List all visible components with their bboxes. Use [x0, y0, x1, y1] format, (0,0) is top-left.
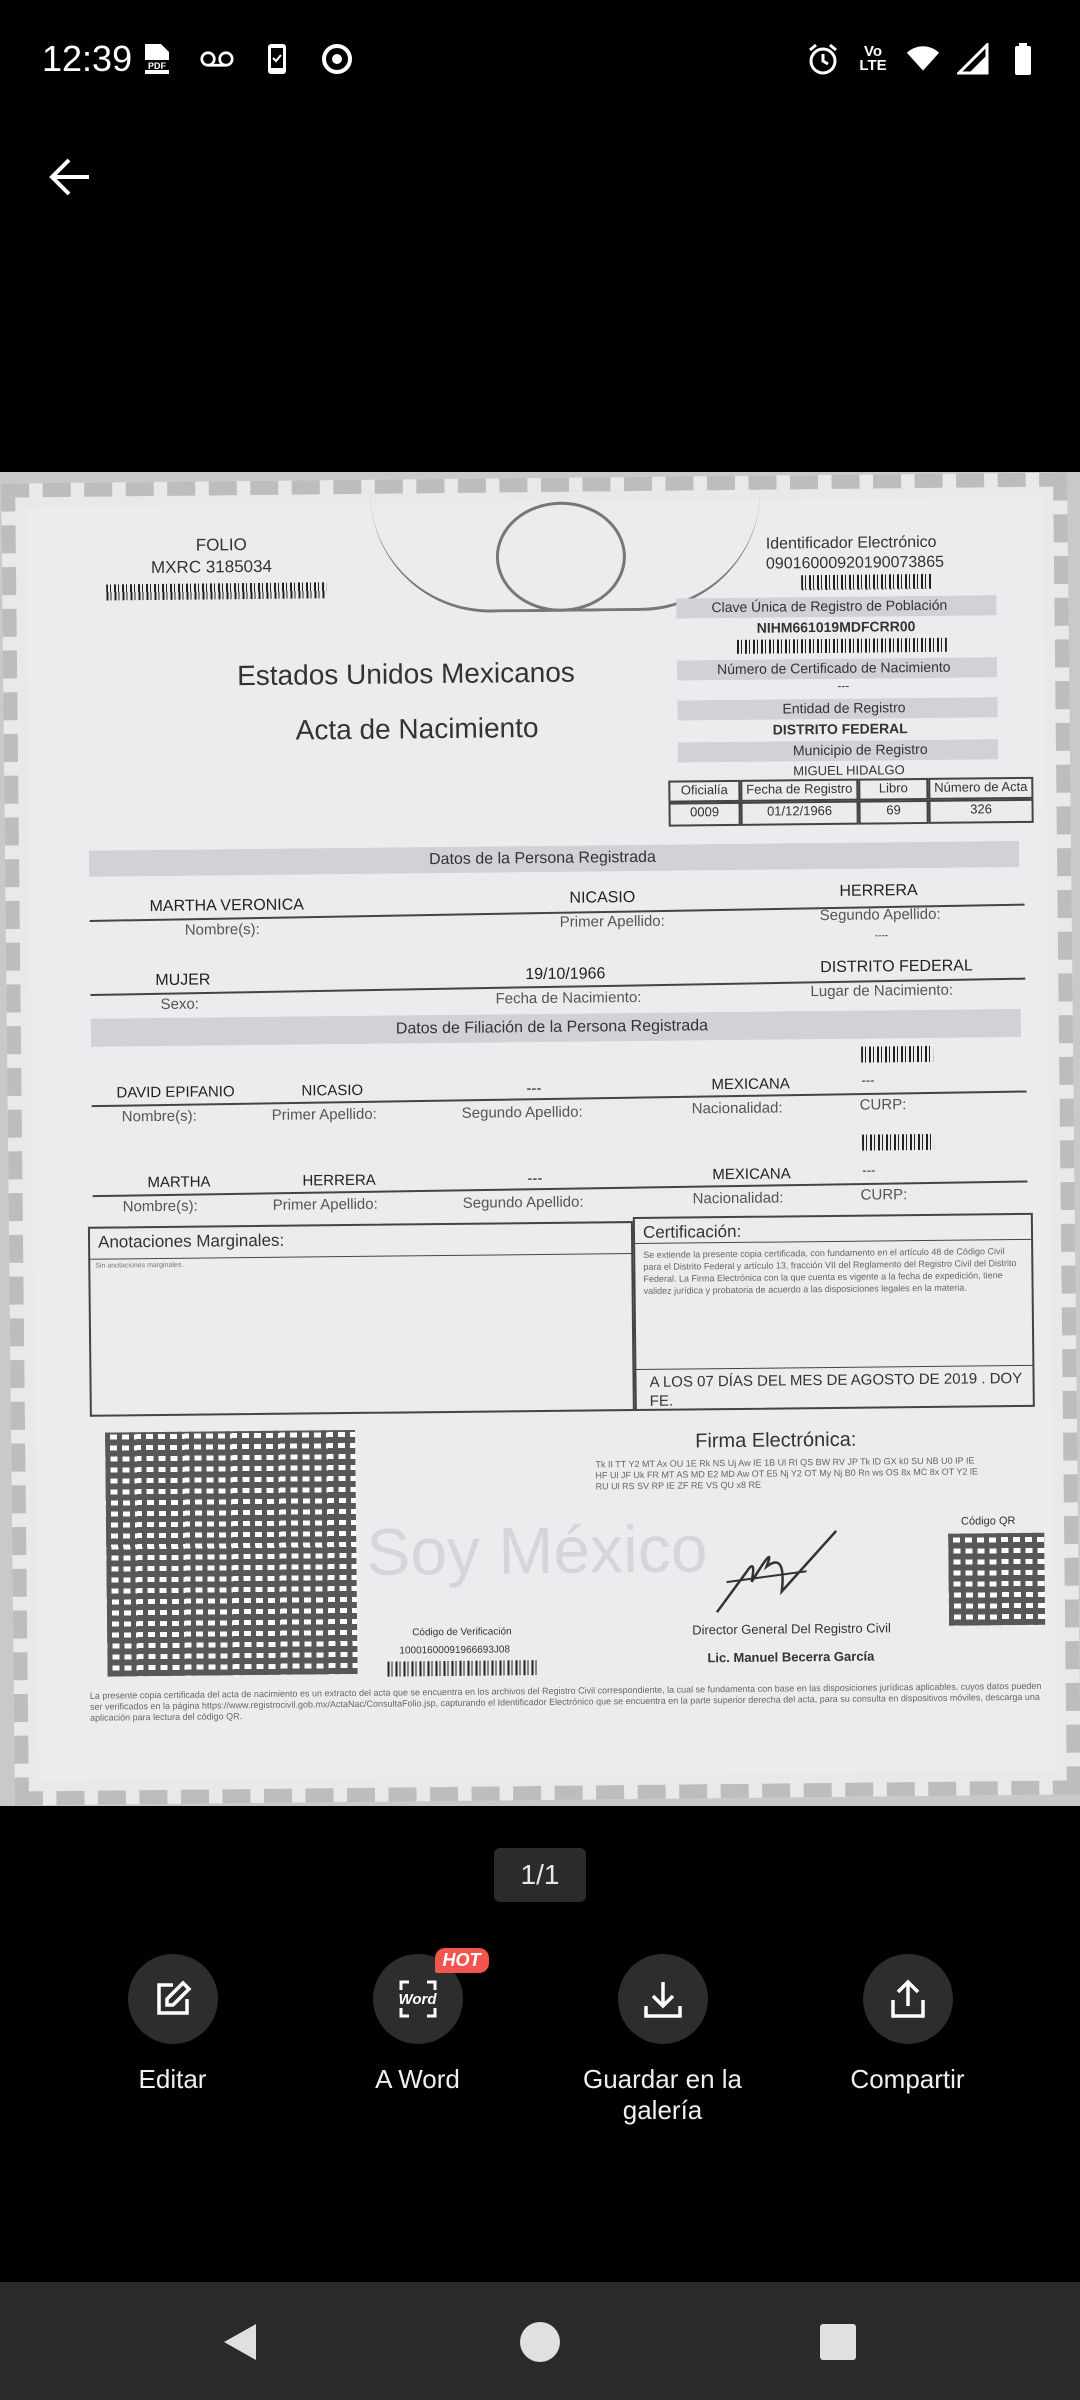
director-name: Lic. Manuel Becerra García — [707, 1648, 875, 1666]
mother-nationality: MEXICANA — [712, 1165, 791, 1184]
father-names: DAVID EPIFANIO — [116, 1083, 235, 1102]
share-label: Compartir — [850, 2064, 965, 2094]
folio-label: FOLIO — [195, 535, 247, 555]
download-icon[interactable] — [618, 1954, 708, 2044]
system-icons — [806, 42, 1040, 76]
pdf-icon — [140, 42, 174, 76]
table-header-fecha: Fecha de Registro — [740, 779, 858, 802]
share-button[interactable] — [785, 1954, 1030, 2095]
annotations-label: Anotaciones Marginales: — [97, 1230, 285, 1252]
father-first-surname-label: Primer Apellido: — [271, 1105, 377, 1124]
father-first-surname: NICASIO — [301, 1081, 364, 1100]
verification-value: 10001600091966693J08 — [399, 1644, 511, 1657]
ident-barcode — [801, 574, 931, 590]
table-header-acta: Número de Acta — [928, 777, 1033, 800]
wifi-icon — [906, 42, 940, 76]
edit-button[interactable] — [50, 1954, 295, 2095]
entity-label: Entidad de Registro — [782, 699, 906, 717]
system-nav-bar — [0, 2282, 1080, 2400]
mother-nationality-label: Nacionalidad: — [692, 1189, 784, 1208]
curp-barcode — [737, 638, 947, 654]
certification-text: Se extiende la presente copia certificada, con fundamento en el artículo 48 de Código Civil para el Distrito Federal y artículo 13, fracción VII del Reglamento del Registro Civil del Distrito Federal. La Firma Electrónica con la que cuenta es vigente a la fecha de expedición, tiene validez jurídica y probatoria de acuerdo a las disposiciones legales en la materia. — [643, 1246, 1017, 1296]
verification-barcode — [387, 1660, 537, 1677]
mother-first-surname-label: Primer Apellido: — [272, 1195, 378, 1214]
nav-back-icon — [220, 2320, 260, 2364]
curp-value: NIHM661019MDFCRR00 — [756, 618, 916, 636]
phone-check-icon — [260, 42, 294, 76]
table-value-acta: 326 — [928, 799, 1033, 824]
firma-label: Firma Electrónica: — [695, 1428, 857, 1453]
annotations-text: Sin anotaciones marginales. — [95, 1261, 184, 1270]
person-sex: MUJER — [155, 971, 211, 990]
voicemail-icon — [200, 42, 234, 76]
nav-recents-button[interactable] — [808, 2312, 868, 2372]
verification-label: Código de Verificación — [412, 1626, 512, 1639]
save-gallery-label: Guardar en la galería — [583, 2064, 742, 2125]
cert-number-label: Número de Certificado de Nacimiento — [717, 658, 951, 678]
mother-names: MARTHA — [147, 1173, 211, 1192]
share-icon[interactable] — [863, 1954, 953, 2044]
word-icon[interactable] — [373, 1950, 481, 2044]
director-title: Director General Del Registro Civil — [692, 1620, 891, 1638]
notification-icons — [140, 42, 354, 76]
back-arrow-icon — [47, 157, 91, 197]
father-curp: --- — [861, 1072, 875, 1088]
father-second-surname: --- — [526, 1079, 542, 1098]
edit-label: Editar — [138, 2064, 207, 2094]
section-registered: Datos de la Persona Registrada — [428, 848, 656, 869]
father-curp-label: CURP: — [859, 1096, 907, 1114]
main-qr-code — [105, 1430, 358, 1677]
alarm-icon — [806, 42, 840, 76]
folio-value: MXRC 3185034 — [150, 556, 273, 578]
father-barcode — [861, 1046, 933, 1063]
birth-certificate — [1, 472, 1080, 1805]
signature-icon — [706, 1511, 847, 1622]
table-header-libro: Libro — [858, 778, 928, 801]
doy-fe: A LOS 07 DÍAS DEL MES DE AGOSTO DE 2019 . DOY FE. — [649, 1369, 1023, 1410]
to-word-label: A Word — [375, 2064, 460, 2094]
table-value-libro: 69 — [858, 800, 928, 825]
battery-icon — [1006, 42, 1040, 76]
person-names: MARTHA VERONICA — [149, 896, 305, 916]
person-birth-place-label: Lugar de Nacimiento: — [810, 981, 954, 1001]
person-sex-label: Sexo: — [160, 995, 200, 1013]
father-second-surname-label: Segundo Apellido: — [461, 1103, 583, 1122]
page-indicator: 1/1 — [494, 1848, 586, 1902]
person-birth-date: 19/10/1966 — [525, 965, 606, 984]
country-title: Estados Unidos Mexicanos — [236, 656, 576, 692]
mother-curp-label: CURP: — [860, 1186, 908, 1204]
nav-recents-icon — [818, 2322, 858, 2362]
person-birth-place: DISTRITO FEDERAL — [820, 957, 973, 977]
municipio-value: MIGUEL HIDALGO — [793, 762, 905, 779]
folio-barcode — [106, 582, 326, 600]
action-bar — [0, 1950, 1080, 2134]
mother-curp: --- — [862, 1162, 876, 1178]
act-title: Acta de Nacimiento — [295, 712, 539, 746]
ident-label: Identificador Electrónico — [765, 533, 937, 553]
small-qr-code — [948, 1533, 1045, 1626]
word-icon-text: Word — [398, 1990, 437, 2008]
person-second-surname: HERRERA — [839, 882, 918, 900]
volte-icon: Vo LTE — [859, 43, 887, 74]
cert-number-value: --- — [837, 678, 850, 693]
mother-second-surname-label: Segundo Apellido: — [462, 1193, 584, 1212]
back-button[interactable] — [38, 146, 100, 208]
mother-second-surname: --- — [527, 1169, 543, 1188]
person-birth-date-label: Fecha de Nacimiento: — [495, 988, 642, 1008]
status-bar — [0, 0, 1080, 124]
table-value-fecha: 01/12/1966 — [740, 801, 858, 826]
save-gallery-button[interactable] — [540, 1954, 785, 2126]
edit-icon[interactable] — [128, 1954, 218, 2044]
father-nationality: MEXICANA — [711, 1075, 790, 1094]
person-names-label: Nombre(s): — [184, 920, 260, 939]
footer-text: La presente copia certificada del acta de nacimiento es un extracto del acta que se encuentra en los archivos del Registro Civil correspondiente, la cual se fundamenta con base en las disposiciones jurídicas aplicables, cuyos datos pueden ser verificados en la página https://www.registrocivil.gob.mx/ActaNac/ConsultaFolio.jsp, capturando el Identificador Electrónico que se encuentra en la parte superior derecha del acta, para su consulta en dispositivos móviles, descarga una aplicación para lectura del código QR. — [89, 1680, 1042, 1723]
document-preview[interactable] — [0, 472, 1080, 1806]
signal-icon — [956, 42, 990, 76]
person-curp-dash: ---- — [874, 930, 889, 942]
municipio-label: Municipio de Registro — [792, 740, 928, 759]
person-first-surname: NICASIO — [569, 889, 636, 907]
nav-home-button[interactable] — [510, 2312, 570, 2372]
status-time: 12:39 — [42, 38, 133, 79]
to-word-button[interactable] — [295, 1950, 540, 2095]
table-value-oficialia: 0009 — [668, 802, 740, 827]
watermark: Soy México — [365, 1511, 708, 1589]
hot-badge: HOT — [435, 1948, 489, 1973]
ident-value: 09016000920190073865 — [765, 553, 945, 573]
person-first-surname-label: Primer Apellido: — [559, 912, 665, 931]
mother-names-label: Nombre(s): — [122, 1197, 198, 1216]
mother-first-surname: HERRERA — [302, 1171, 376, 1190]
certification-label: Certificación: — [642, 1221, 742, 1242]
mother-barcode — [862, 1134, 934, 1151]
father-names-label: Nombre(s): — [121, 1107, 197, 1126]
section-filiation: Datos de Filiación de la Persona Registrada — [395, 1017, 709, 1038]
entity-value: DISTRITO FEDERAL — [772, 720, 908, 738]
chrome-icon — [320, 42, 354, 76]
nav-home-icon — [518, 2320, 562, 2364]
curp-header: Clave Única de Registro de Población — [711, 596, 948, 616]
nav-back-button[interactable] — [210, 2312, 270, 2372]
father-nationality-label: Nacionalidad: — [691, 1099, 783, 1118]
svg-text:PDF: PDF — [148, 61, 166, 71]
person-second-surname-label: Segundo Apellido: — [819, 905, 941, 925]
firma-code: Tk II TT Y2 MT Ax OU 1E Rk NS Uj Aw IE 1B Ul RI QS BW RV JP Tk lD GX k0 SU NB U0 IP IE HF Ul JF Uk FR MT AS MD E2 MD Aw OT E5 Nj Y2 OT My Nj B0 Rn ws OS 8x MC 8x OT Y2 lE RU Ul RS SV RP IE ZF RE VS QU x8 RE — [595, 1455, 978, 1492]
codigo-qr-label: Código QR — [960, 1515, 1016, 1528]
table-header-oficialia: Oficialía — [668, 780, 740, 803]
